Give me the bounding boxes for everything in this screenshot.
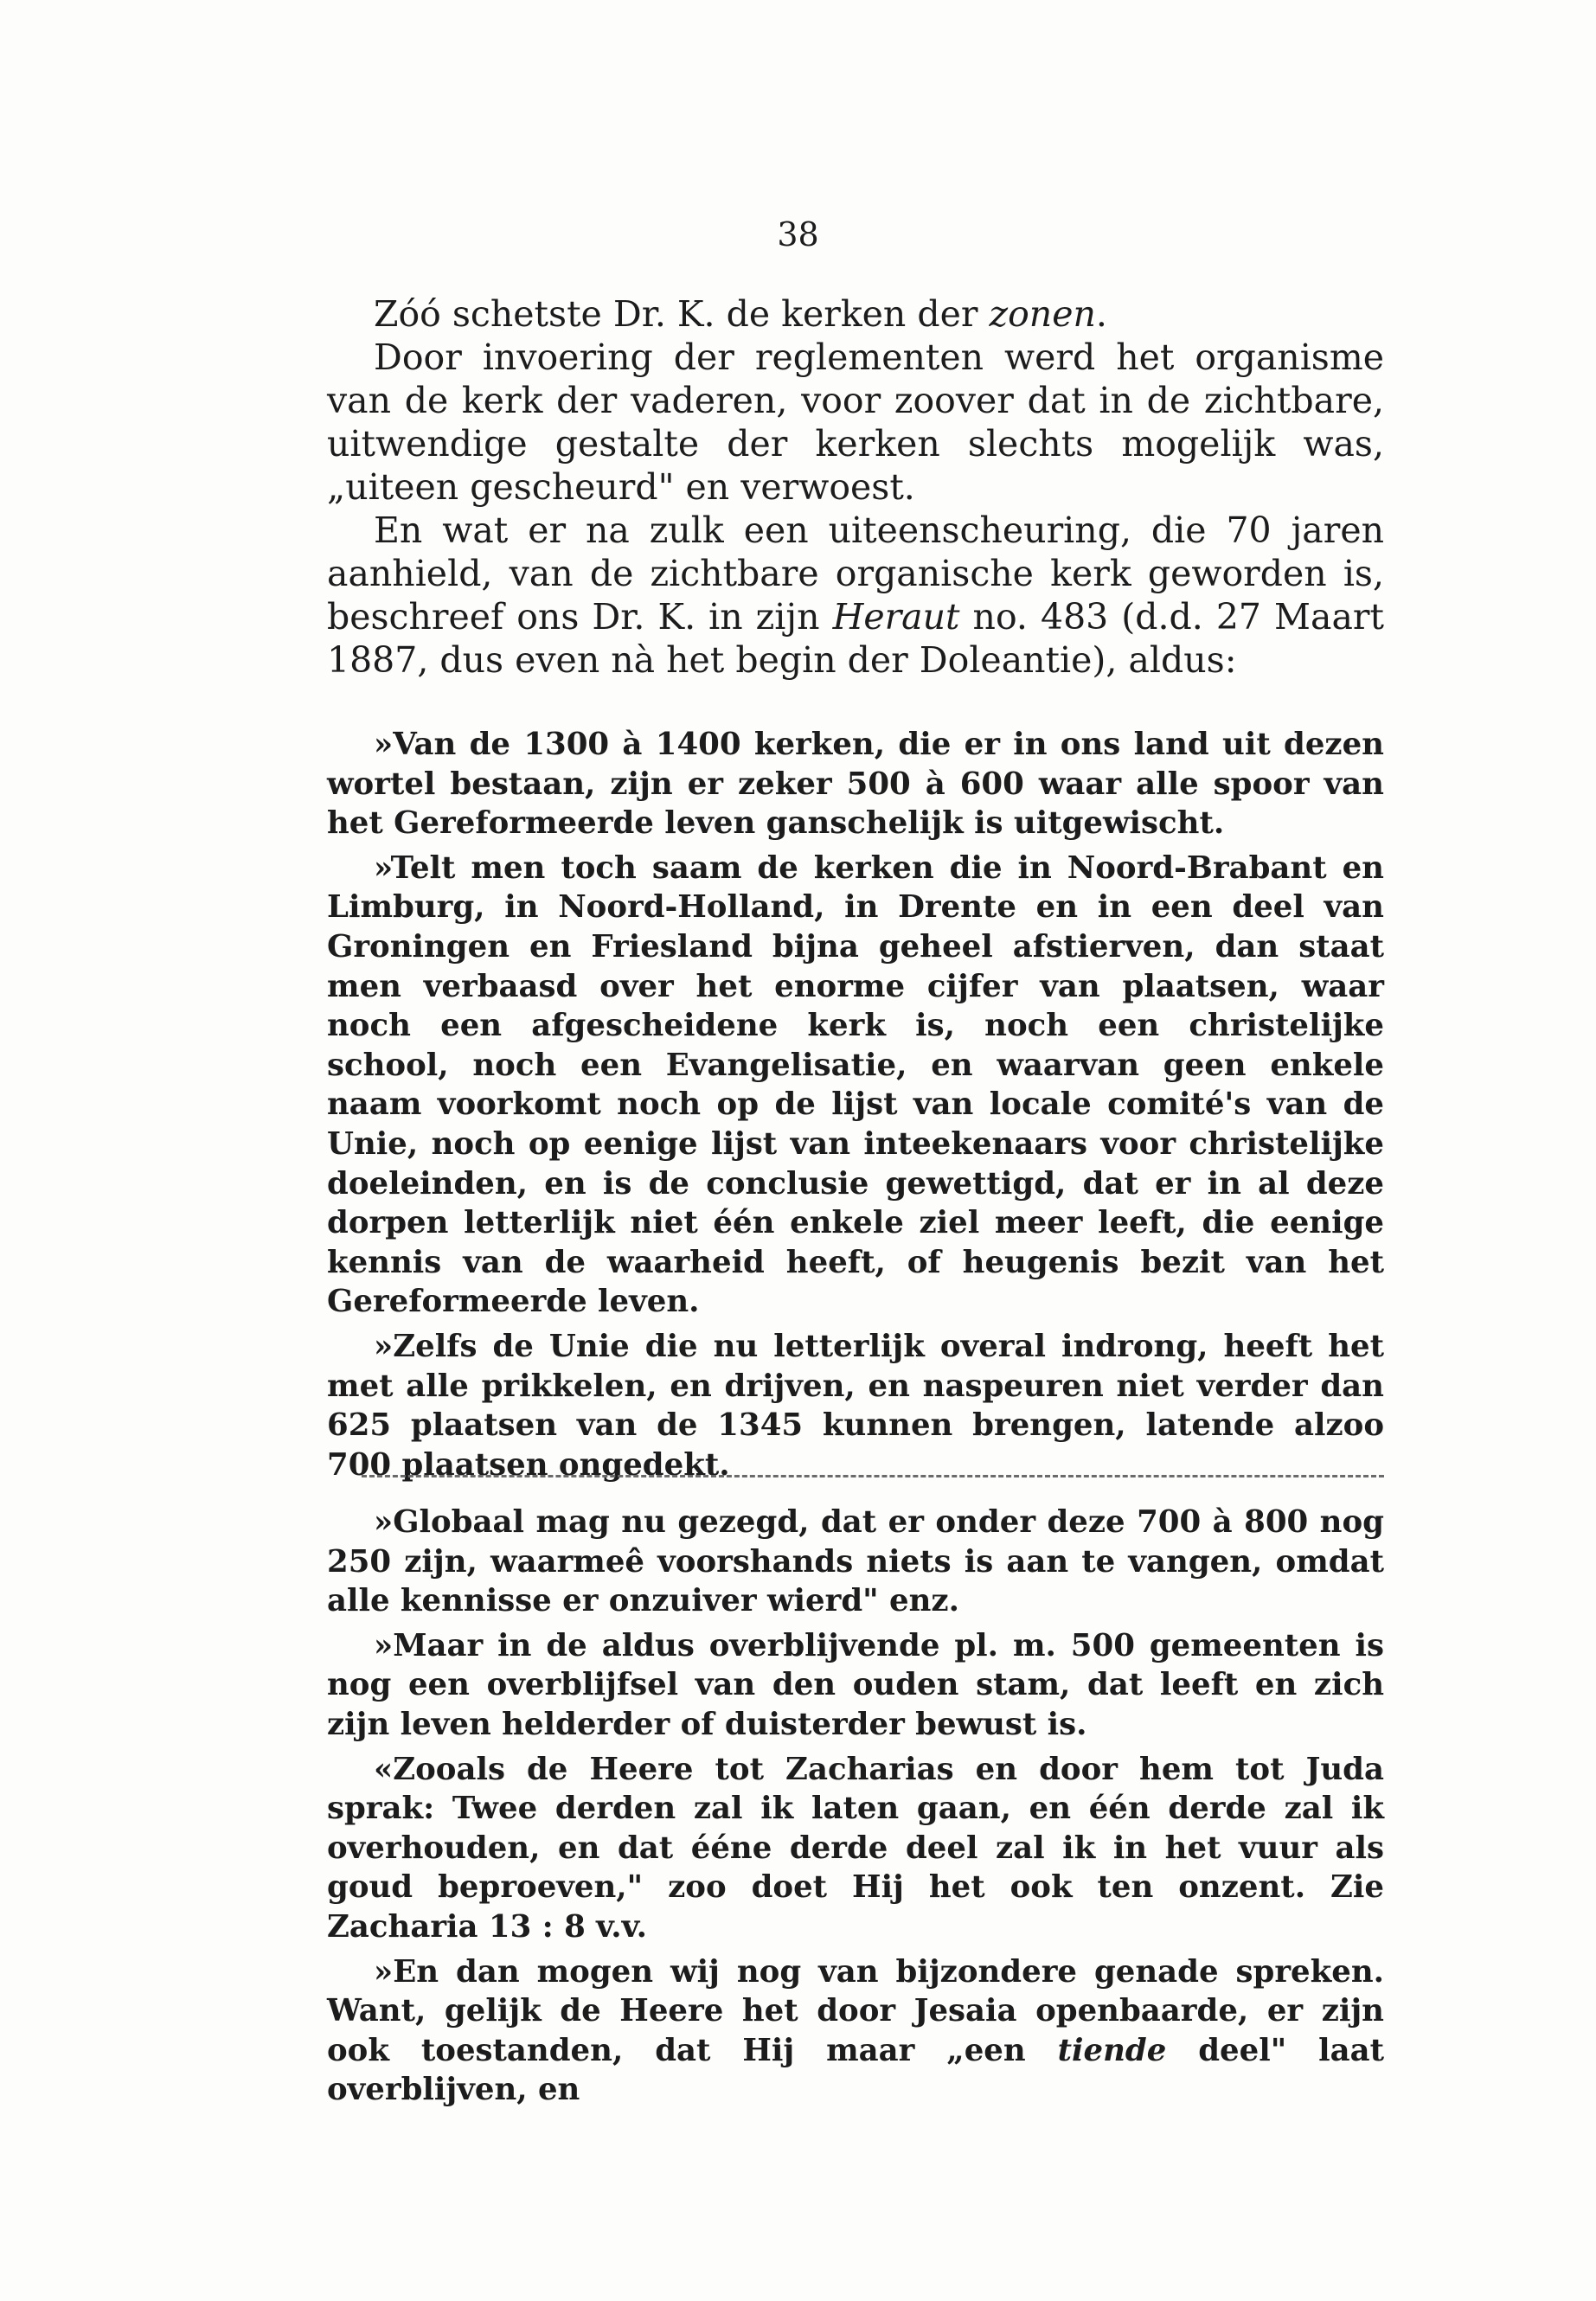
quote-paragraph: »Telt men toch saam de kerken die in Noord-Brabant en Limburg, in Noord-Holland, in Drente en in een deel van Groningen en Friesland bijna geheel afstierven, dan staat men verbaasd over het enorme cijfer van plaatsen, waar noch een afgescheidene kerk is, noch een christelijke school, noch een Evangelisatie, en waarvan geen enkele naam voorkomt noch op de lijst van locale comité's van de Unie, noch op eenige lijst van inteekenaars voor christelijke doeleinden, en is de conclusie gewettigd, dat er in al deze dorpen letterlijk niet één enkele ziel meer leeft, die eenige kennis van de waarheid heeft, of heugenis bezit van het Gereformeerde leven. bbox=[327, 849, 1384, 1320]
body-text bbox=[327, 292, 1384, 682]
page-number: 38 bbox=[777, 215, 819, 253]
paragraph-text: »Maar in de aldus overblijvende pl. m. 500 gemeenten is nog een overblijfsel van den ouden stam, dat leeft en zich zijn leven helderder of duisterder bewust is. bbox=[327, 1627, 1384, 1742]
paragraph-text: Zóó schetste Dr. K. de kerken der bbox=[374, 293, 990, 335]
quote-paragraph bbox=[327, 1750, 1384, 1947]
paragraph-text: deel" laat overblijven, en bbox=[327, 2032, 1384, 2108]
paragraph-text: Door invoering der reglementen werd het organisme van de kerk der vaderen, voor zoover dat in de zichtbare, uitwendige gestalte der kerken slechts mogelijk was, „uiteen gescheurd" en verwoest. bbox=[327, 336, 1384, 508]
quote-paragraph bbox=[327, 1503, 1384, 1621]
paragraph-text: »En dan mogen wij nog van bijzondere genade spreken. Want, gelijk de Heere het door Jesaia openbaarde, er zijn ook toestanden, dat Hij maar „een bbox=[327, 1953, 1384, 2068]
paragraph-text: «Zooals de Heere tot Zacharias en door hem tot Juda sprak: Twee derden zal ik laten gaan, en één derde zal ik overhouden, en dat ééne derde deel zal ik in het vuur als goud beproeven," zoo doet Hij het ook ten onzent. Zie Zacharia 13 : 8 v.v. bbox=[327, 1751, 1384, 1945]
quote-paragraph: »Zelfs de Unie die nu letterlijk overal indrong, heeft het met alle prikkelen, en drijven, en naspeuren niet verder dan 625 plaatsen van de 1345 kunnen brengen, latende alzoo 700 plaatsen ongedekt. bbox=[327, 1328, 1384, 1483]
paragraph bbox=[327, 336, 1384, 509]
paragraph-text: . bbox=[1095, 293, 1107, 335]
block-quote-continued bbox=[327, 1503, 1384, 2115]
italic-word: zonen bbox=[989, 293, 1096, 335]
paragraph bbox=[327, 509, 1384, 682]
paragraph bbox=[327, 292, 1384, 336]
paragraph-text: no. 483 (d.d. 27 Maart 1887, dus even nà het begin der Doleantie), aldus: bbox=[327, 596, 1384, 681]
dashed-separator bbox=[362, 1475, 1384, 1477]
italic-word: Heraut bbox=[832, 596, 960, 638]
quote-paragraph: »Van de 1300 à 1400 kerken, die er in ons land uit dezen wortel bestaan, zijn er zeker 500 à 600 waar alle spoor van het Gereformeerde leven ganschelijk is uitgewischt. bbox=[327, 727, 1384, 842]
italic-word: tiende bbox=[1057, 2032, 1167, 2068]
quote-paragraph bbox=[327, 1626, 1384, 1745]
paragraph-text: En wat er na zulk een uiteenscheuring, die 70 jaren aanhield, van de zichtbare organische kerk geworden is, beschreef ons Dr. K. in zijn bbox=[327, 510, 1384, 638]
paragraph-text: »Globaal mag nu gezegd, dat er onder deze 700 à 800 nog 250 zijn, waarmeê voorshands niets is aan te vangen, omdat alle kennisse er onzuiver wierd" enz. bbox=[327, 1504, 1384, 1619]
quote-paragraph bbox=[327, 1952, 1384, 2110]
block-quote bbox=[327, 725, 1384, 1490]
